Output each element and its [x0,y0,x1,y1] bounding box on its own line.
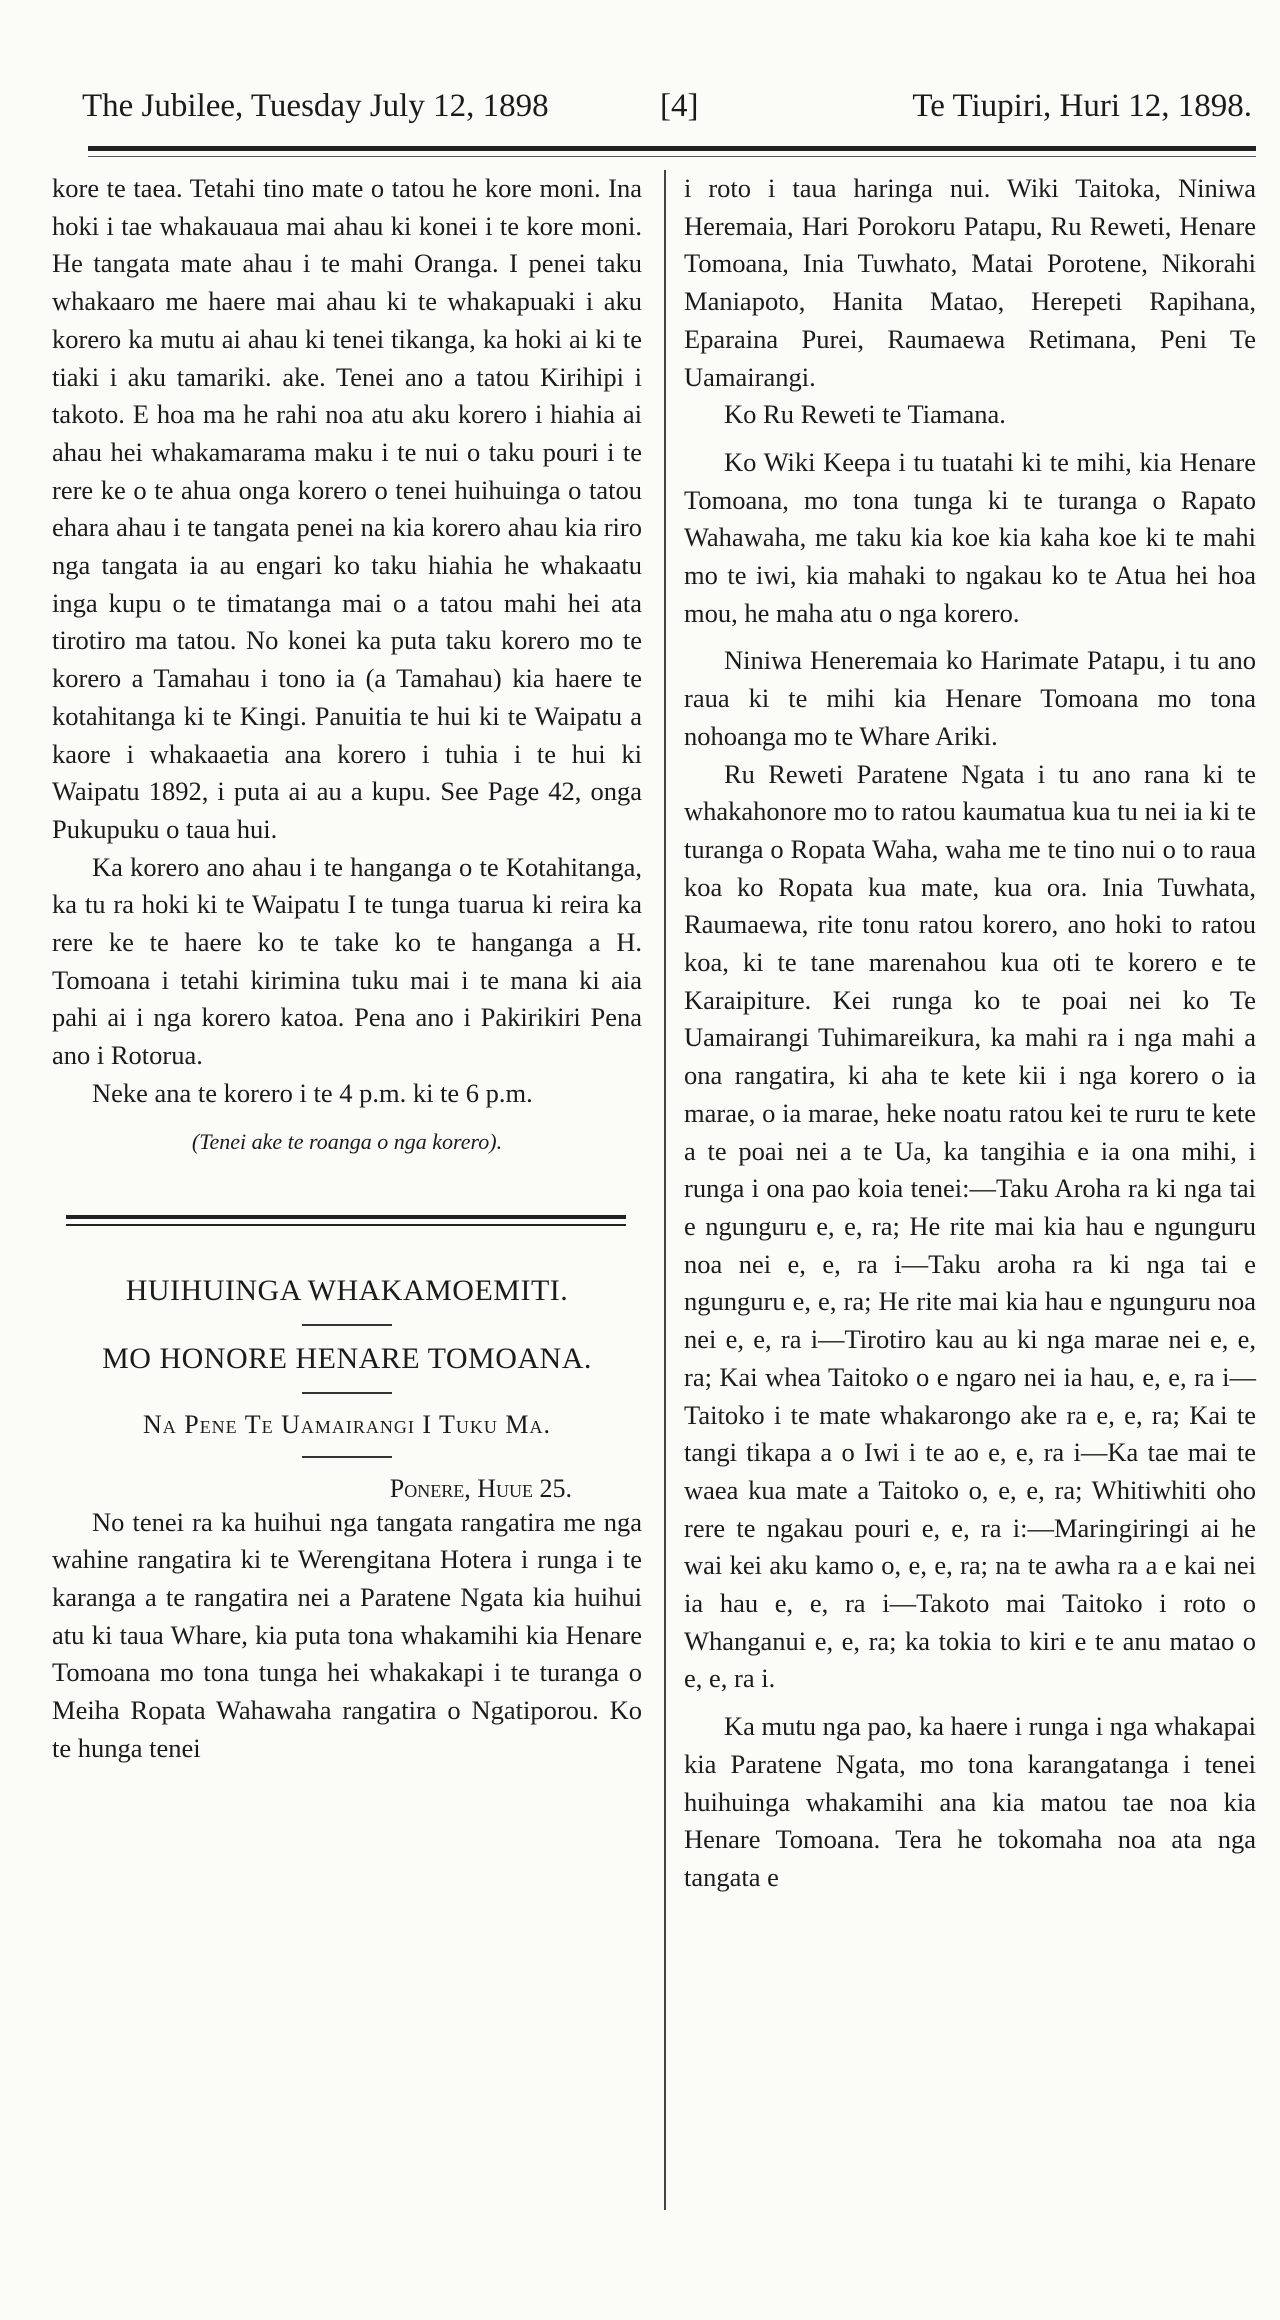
maori-masthead: Te Tiupiri, Huri 12, 1898. [912,88,1252,124]
english-masthead: The Jubilee, Tuesday July 12, 1898 [82,88,549,124]
article-paragraph: Neke ana te korero i te 4 p.m. ki te 6 p.m. [92,1077,533,1108]
page-number: [4] [660,88,699,124]
article-paragraph: Ka mutu nga pao, ka haere i runga i nga whakapai kia Paratene Ngata, mo tona karangatanga i tenei huihuinga whakamihi ana kia matou tae noa kia Henare Tomoana. Tera he tokomaha noa ata nga tangata e [684,1711,1257,1892]
article-paragraph: i roto i taua haringa nui. Wiki Taitoka, Niniwa Heremaia, Hari Porokoru Patapu, Ru Reweti, Henare Tomoana, Inia Tuwhato, Matai Porotene, Nikorahi Maniapoto, Hanita Matao, Herepeti Rapihana, Eparaina Purei, Raumaewa Retimana, Peni Te Uamairangi. [684,173,1256,392]
title-rule [302,1324,392,1326]
continuation-note: (Tenei ake te roanga o nga korero). [191,1128,503,1154]
byline-rule [302,1456,392,1458]
left-column [52,170,642,1768]
article-paragraph: Ka korero ano ahau i te hanganga o te Kotahitanga, ka tu ra hoki ki te Waipatu I te tunga tuarua ki reira ka rere ke te haere ko te take ko te hanganga a H. Tomoana i tetahi kirimina tuku mai i te mana ki aia pahi ai i nga korero katoa. Pena ano i Pakirikiri Pena ano i Rotorua. [52,851,642,1071]
article-paragraph: Ru Reweti Paratene Ngata i tu ano rana ki te whakahonore mo to ratou kaumatua kua tu nei ia ki te turanga o Ropata Waha, waha me te tino nui o to raua koa ko Ropata kua mate, kua ora. Inia Tuwhata, Raumaewa, rite tonu ratou korero, ano hoki to ratou koa, ki te tane marenahou kua oti te korero e te Karaipiture. Kei runga ko te poai nei ko Te Uamairangi Tuhimareikura, ka mahi ra i nga mahi a ona rangatira, ki aha te kete kii i nga korero o ia marae, o ia marae, heke noatu ratou kei te ruru te kete a te poai nei a te Ua, ka tangihia e ia ona mihi, i runga i ona pao koia tenei:—Taku Aroha ra ki nga tai e ngunguru e, e, ra; He rite mai kia hau e ngunguru noa nei e, e, ra i—Taku aroha ra ki nga tai e ngunguru e, e, ra; He rite mai kia hau e ngunguru noa nei e, e, ra i—Tirotiro kau au ki nga marae nei e, e, ra; Kai whea Taitoko o e ngaro nei ia hau, e, e, ra i—Taitoko i te mate whakarongo ake ra e, e, ra; Kai te tangi tikapa a o Iwi i te ao e, e, ra i—Ka tae mai te waea kua mate a Taitoko o, e, e, ra; Whitiwhiti oho rere te ngakau pouri e, e, ra i:—Maringiringi ai he wai kei aku kamo o, e, e, ra; na te awha ra a e kai nei ia hau e, e, ra i—Takoto mai Taitoko i roto o Whanganui e, e, ra; ka tokia to kiri e te anu matao o e, e, ra i. [684,758,1256,1694]
article-paragraph: Ko Ru Reweti te Tiamana. [724,399,1006,430]
article-paragraph: Niniwa Heneremaia ko Harimate Patapu, i tu ano raua ki te mihi kia Henare Tomoana mo tona nohoanga mo te Whare Ariki. [684,645,1256,751]
section-title: HUIHUINGA WHAKAMOEMITI. [125,1273,569,1307]
section-subtitle: MO HONORE HENARE TOMOANA. [102,1341,592,1375]
section-divider [66,1215,626,1226]
article-paragraph: kore te taea. Tetahi tino mate o tatou he kore moni. Ina hoki i tae whakauaua mai ahau ki konei i te kore moni. He tangata mate ahau i te mahi Oranga. I penei taku whakaaro me haere mai ahau ki te whakapuaki i aku korero ka mutu ai ahau ki tenei tikanga, ka hoki ai ki te tiaki i aku tamariki. ake. Tenei ano a tatou Kirihipi i takoto. E hoa ma he rahi noa atu aku korero i hiahia ai ahau hei whakamarama maku i te nui o taku pouri i te rere ke o te ahua onga korero o tenei huihuinga o tatou ehara ahau i te tangata penei na kia korero ahau kia riro nga tangata ia au engari ko taku hiahia he whakaatu inga kupu o te timatanga mai o a tatou mahi hei ata tirotiro ma tatou. No konei ka puta taku korero mo te korero a Tamahau i tono ia (a Tamahau) kia haere te kotahitanga ki te Kingi. Panuitia te hui ki te Waipatu a kaore i whakaaetia ana korero i tuhia i te hui ki Waipatu 1892, i puta ai au a kupu. See Page 42, onga Pukupuku o taua hui. [52,173,642,844]
article-paragraph: No tenei ra ka huihui nga tangata rangatira me nga wahine rangatira ki te Werengitana Hotera i runga i te karanga a te rangatira nei a Paratene Ngata kia huihui atu ki taua Whare, kia puta tona whakamihi kia Henare Tomoana mo tona tunga hei whakakapi i te turanga o Meiha Ropata Wahawaha rangatira o Ngatiporou. Ko te hunga tenei [52,1506,642,1763]
header-rule [88,146,1256,151]
column-divider [664,170,666,2210]
page-header [0,0,1280,160]
dateline: Ponere, Huue 25. [389,1473,572,1503]
subtitle-rule [302,1392,392,1394]
right-column [684,170,1256,1897]
header-rule-thin [88,156,1256,157]
article-paragraph: Ko Wiki Keepa i tu tuatahi ki te mihi, kia Henare Tomoana, mo tona tunga ki te turanga o Rapato Wahawaha, me taku kia koe kia kaha koe ki te mahi mo te iwi, kia mahaki to ngakau ko te Atua hei hoa mou, he maha atu o nga korero. [684,446,1256,628]
byline: Na Pene Te Uamairangi I Tuku Ma. [142,1409,552,1439]
